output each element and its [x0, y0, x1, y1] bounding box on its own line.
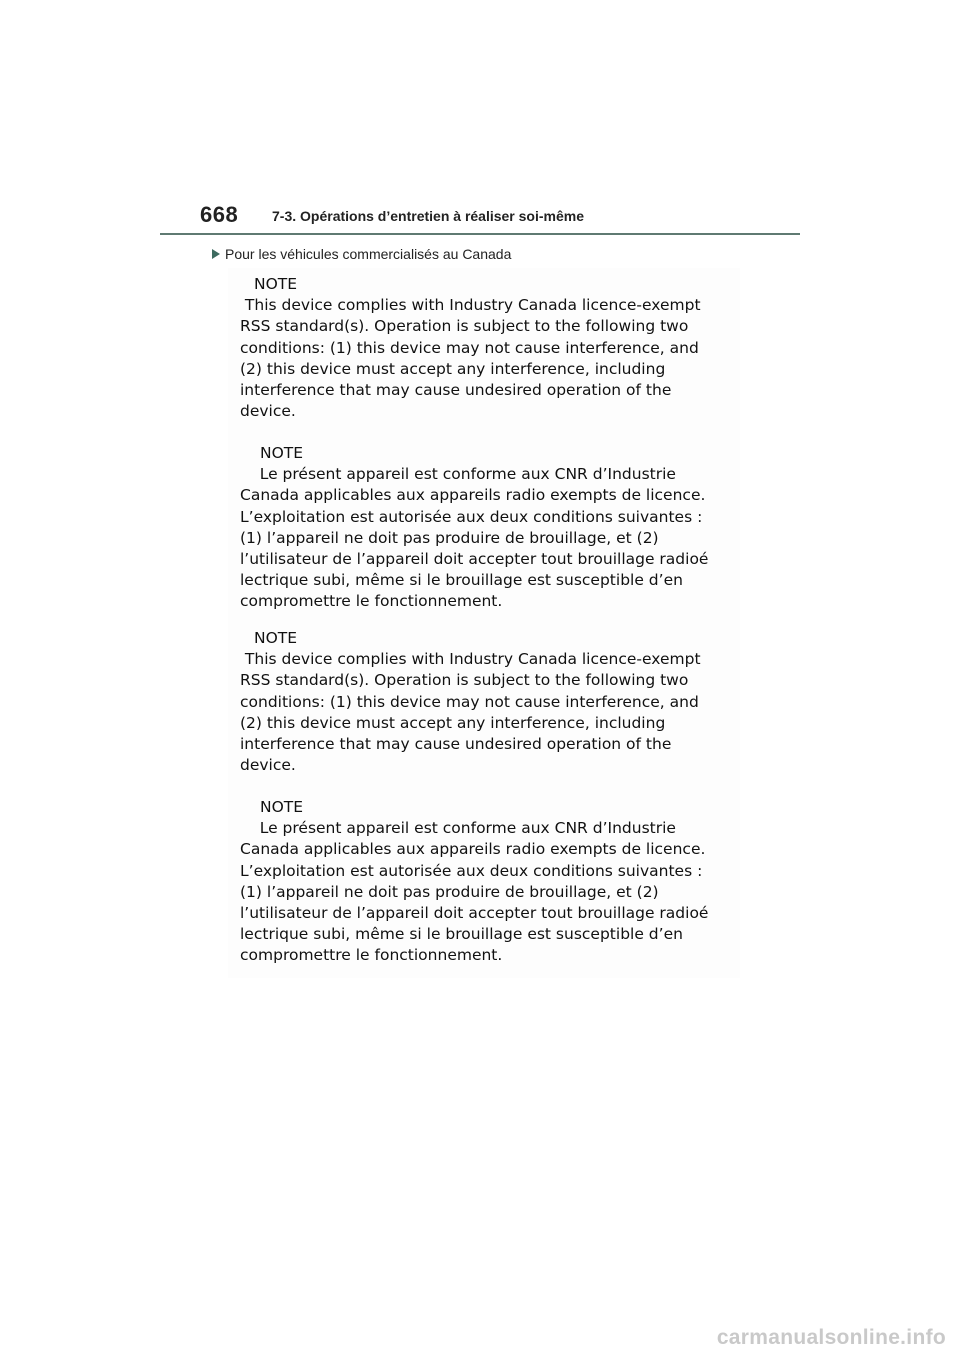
note-line: device. — [240, 402, 296, 421]
notice-english-1 — [240, 274, 730, 422]
note-line: compromettre le fonctionnement. — [240, 592, 503, 611]
note-line: interference that may cause undesired operation of the — [240, 735, 672, 754]
note-line: conditions: (1) this device may not cause interference, and — [240, 338, 699, 357]
note-line: L’exploitation est autorisée aux deux conditions suivantes : — [240, 507, 703, 526]
header-divider — [160, 233, 800, 235]
note-line: RSS standard(s). Operation is subject to the following two — [240, 317, 689, 336]
note-line: L’exploitation est autorisée aux deux conditions suivantes : — [240, 861, 703, 880]
note-line: RSS standard(s). Operation is subject to the following two — [240, 671, 689, 690]
triangle-right-icon — [212, 249, 220, 259]
note-line: (2) this device must accept any interference, including — [240, 359, 666, 378]
bullet-text: Pour les véhicules commercialisés au Canada — [225, 246, 512, 262]
note-line: Canada applicables aux appareils radio exempts de licence. — [240, 486, 706, 505]
notice-french-2 — [240, 797, 730, 967]
note-line: l’utilisateur de l’appareil doit accepter tout brouillage radioé — [240, 904, 709, 923]
note-line: (1) l’appareil ne doit pas produire de brouillage, et (2) — [240, 528, 659, 547]
notice-english-2 — [240, 628, 730, 776]
regulatory-notice-image — [228, 268, 740, 978]
note-line: interference that may cause undesired operation of the — [240, 381, 672, 400]
note-line: Le présent appareil est conforme aux CNR d’Industrie — [240, 819, 676, 838]
note-line: compromettre le fonctionnement. — [240, 946, 503, 965]
note-line: This device complies with Industry Canada licence-exempt — [240, 650, 701, 669]
page-header — [200, 200, 800, 236]
note-line: lectrique subi, même si le brouillage est susceptible d’en — [240, 925, 683, 944]
note-line: device. — [240, 756, 296, 775]
note-line: conditions: (1) this device may not cause interference, and — [240, 692, 699, 711]
note-label: NOTE — [260, 444, 304, 462]
note-label: NOTE — [254, 275, 298, 293]
note-line: (1) l’appareil ne doit pas produire de brouillage, et (2) — [240, 882, 659, 901]
note-line: lectrique subi, même si le brouillage est susceptible d’en — [240, 571, 683, 590]
section-title: 7-3. Opérations d’entretien à réaliser soi-même — [272, 208, 585, 224]
note-line: l’utilisateur de l’appareil doit accepter tout brouillage radioé — [240, 550, 709, 569]
note-label: NOTE — [260, 798, 304, 816]
note-line: This device complies with Industry Canada licence-exempt — [240, 296, 701, 315]
note-line: (2) this device must accept any interference, including — [240, 713, 666, 732]
notice-french-1 — [240, 443, 730, 613]
note-line: Canada applicables aux appareils radio exempts de licence. — [240, 840, 706, 859]
note-label: NOTE — [254, 629, 298, 647]
page-number: 668 — [200, 202, 239, 227]
note-line: Le présent appareil est conforme aux CNR d’Industrie — [240, 465, 676, 484]
watermark: carmanualsonline.info — [716, 1326, 946, 1349]
bullet-item — [212, 245, 511, 263]
